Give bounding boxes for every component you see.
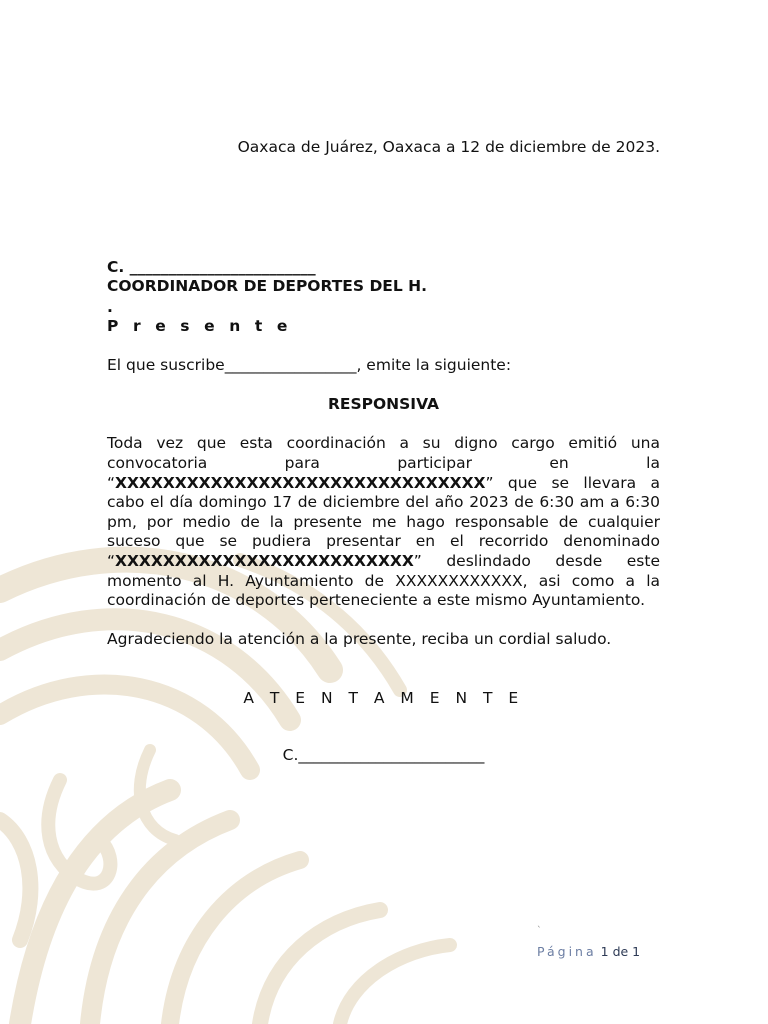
page-footer [537, 944, 640, 959]
footer-tick: ` [537, 926, 542, 936]
intro-paragraph [107, 356, 660, 376]
body-part-3: ” deslindado desde este momento al H. Ayuntamiento de XXXXXXXXXXXX, asi como a la coordinación de deportes perteneciente a este mismo Ayuntamiento. [107, 551, 660, 610]
page-total: 1 [632, 944, 641, 959]
recipient-title: COORDINADOR DE DEPORTES DEL H. [107, 277, 428, 296]
intro-before: El que suscribe [107, 355, 225, 374]
event-name: XXXXXXXXXXXXXXXXXXXXXXXXXXXXXXX [115, 473, 486, 492]
intro-blank: _________________ [224, 355, 357, 374]
recipient-dot: . [107, 297, 113, 316]
date-line: Oaxaca de Juárez, Oaxaca a 12 de diciembre de 2023. [237, 138, 660, 156]
closing-paragraph: Agradeciendo la atención a la presente, reciba un cordial saludo. [107, 630, 612, 649]
body-part-2: ” que se llevara a cabo el día domingo 17 de diciembre del año 2023 de 6:30 am a 6:30 pm, por medio de la presente me hago responsable de cualquier suceso que se pudiera presentar en el recorrido denominado “ [107, 473, 660, 570]
page-of: de [612, 944, 629, 959]
route-name: XXXXXXXXXXXXXXXXXXXXXXXXX [115, 551, 414, 570]
page-current: 1 [600, 944, 609, 959]
intro-after: , emite la siguiente: [356, 355, 512, 374]
recipient-line: C. ________________________ [107, 257, 316, 276]
body-part-1: Toda vez que esta coordinación a su digno cargo emitió una convocatoria para participar en la “ [107, 434, 660, 492]
document-heading: RESPONSIVA [327, 395, 440, 414]
atentamente-label: A T E N T A M E N T E [243, 688, 524, 707]
main-paragraph [107, 434, 660, 610]
signature-line: C.________________________ [282, 746, 485, 765]
page-label: Página [537, 944, 597, 959]
salutation: P r e s e n t e [107, 316, 292, 335]
letter-body [107, 138, 660, 766]
recipient-block [107, 258, 660, 337]
